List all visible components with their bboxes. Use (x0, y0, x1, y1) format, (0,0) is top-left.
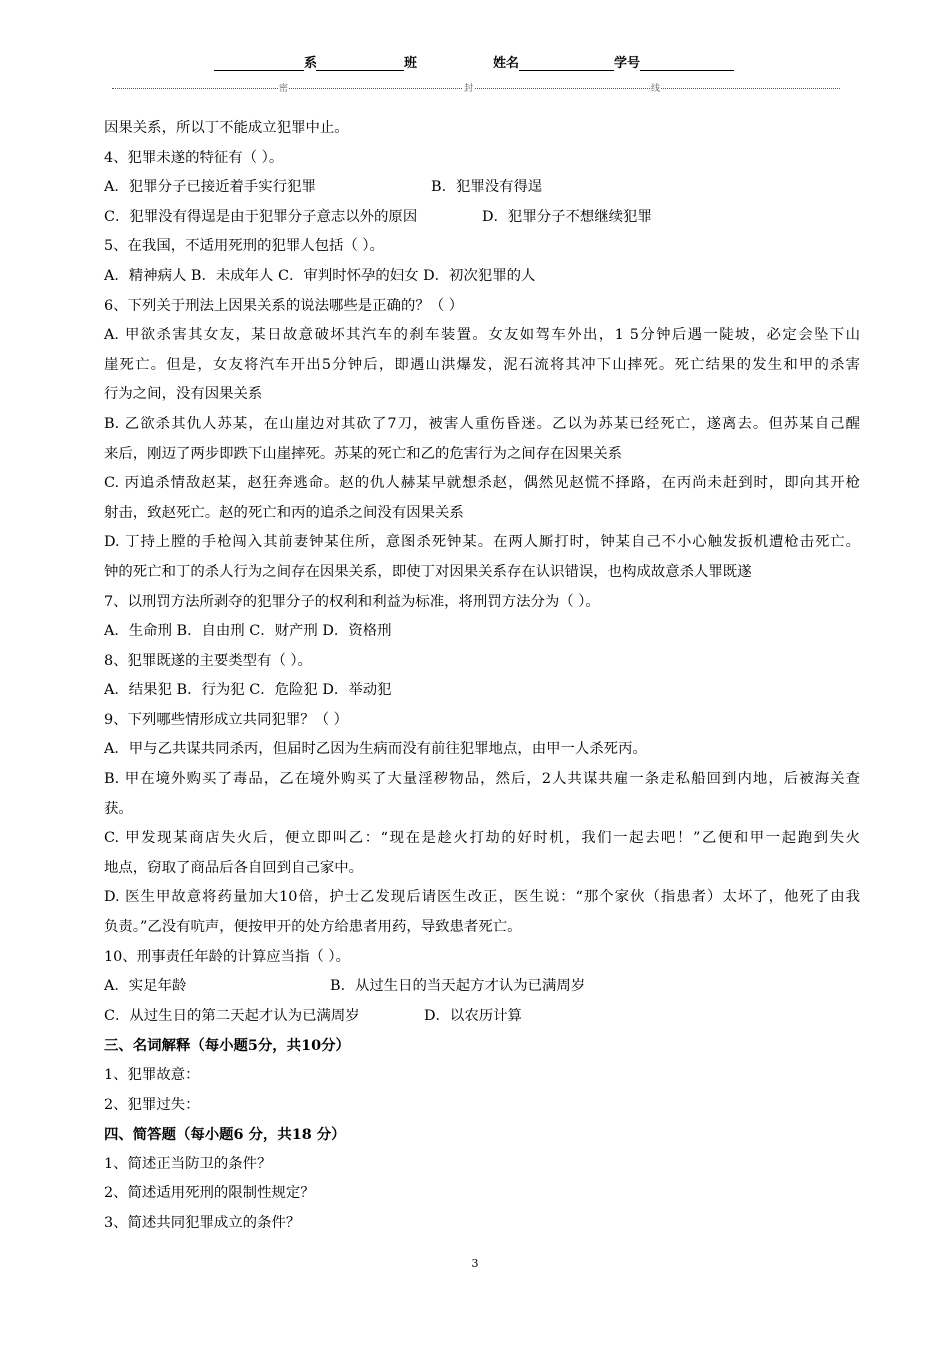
dept-blank (214, 56, 304, 71)
question-5: 5、在我国，不适用死刑的犯罪人包括（ ）。 (104, 238, 384, 255)
option-d-line: 钟的死亡和丁的杀人行为之间存在因果关系，即使丁对因果关系存在认识错误，也构成故意杀人罪既遂 (104, 563, 752, 580)
option-c-line: C. 甲发现某商店失火后，便立即叫乙：“现在是趁火打劫的好时机，我们一起去吧！”乙便和甲一起跑到失火 (104, 830, 860, 847)
id-blank-group (614, 52, 734, 71)
question-7-options: A．生命刑 B．自由刑 C．财产刑 D．资格刑 (104, 623, 392, 640)
question-8: 8、犯罪既遂的主要类型有（ ）。 (104, 652, 312, 669)
student-id-blank (640, 56, 734, 71)
question-10: 10、刑事责任年龄的计算应当指（ ）。 (104, 948, 350, 965)
option-c-line: 射击，致赵死亡。赵的死亡和丙的追杀之间没有因果关系 (104, 504, 464, 521)
short-answer-item: 2、简述适用死刑的限制性规定？ (104, 1185, 315, 1202)
class-blank (316, 56, 404, 71)
student-info-header (0, 52, 950, 74)
question-9: 9、下列哪些情形成立共同犯罪？（ ） (104, 711, 348, 728)
seal-char-3: 线 (650, 81, 661, 94)
question-7: 7、以刑罚方法所剥夺的犯罪分子的权利和利益为标准，将刑罚方法分为（ ）。 (104, 593, 600, 610)
short-answer-item: 1、简述正当防卫的条件？ (104, 1155, 272, 1172)
section-4-heading: 四、简答题（每小题6 分，共18 分） (104, 1126, 346, 1144)
option-a-line: 崖死亡。但是，女友将汽车开出5分钟后，即遇山洪爆发，泥石流将其冲下山摔死。死亡结果的发生和甲的杀害 (104, 356, 860, 373)
class-blank-group (316, 52, 417, 71)
option-b-line: 获。 (104, 800, 133, 817)
question-4: 4、犯罪未遂的特征有（ ）。 (104, 149, 284, 166)
question-8-options: A．结果犯 B．行为犯 C．危险犯 D．举动犯 (104, 682, 392, 699)
term-item: 2、犯罪过失： (104, 1096, 200, 1113)
seal-char-1: 密 (278, 81, 289, 94)
option: A．实足年龄 (104, 978, 187, 995)
text-line: 因果关系，所以丁不能成立犯罪中止。 (104, 120, 349, 136)
page-number: 3 (471, 1257, 479, 1270)
dept-label: 系 (304, 56, 318, 71)
option-b-line: 来后，刚迈了两步即跌下山崖摔死。苏某的死亡和乙的危害行为之间存在因果关系 (104, 445, 623, 462)
student-id-label: 学号 (614, 56, 641, 71)
question-10-options-row2 (104, 1002, 860, 1032)
dept-blank-group (214, 52, 317, 71)
section-3-heading: 三、名词解释（每小题5分，共10分） (104, 1037, 350, 1055)
seal-dotted-line (112, 88, 840, 89)
option-b-line: B. 乙欲杀其仇人苏某，在山崖边对其砍了7刀，被害人重伤昏迷。乙以为苏某已经死亡，遂离去。但苏某自己醒 (104, 415, 860, 432)
seal-line (112, 81, 840, 97)
option: A．犯罪分子已接近着手实行犯罪 (104, 179, 316, 196)
option-d-line: 负责。”乙没有吭声，便按甲开的处方给患者用药，导致患者死亡。 (104, 919, 522, 936)
question-4-options-row1 (104, 173, 860, 203)
option: B．犯罪没有得逞 (431, 179, 543, 196)
question-5-options: A．精神病人 B．未成年人 C．审判时怀孕的妇女 D．初次犯罪的人 (104, 267, 536, 284)
option: C．犯罪没有得逞是由于犯罪分子意志以外的原因 (104, 208, 418, 225)
option-a-line: A. 甲欲杀害其女友，某日故意破坏其汽车的刹车装置。女友如驾车外出，1 5分钟后遇一陡坡，必定会坠下山 (104, 327, 860, 344)
option: D．犯罪分子不想继续犯罪 (482, 208, 652, 225)
name-blank (519, 56, 614, 71)
option-d-line: D. 丁持上膛的手枪闯入其前妻钟某住所，意图杀死钟某。在两人厮打时，钟某自己不小心触发扳机遭枪击死亡。 (104, 534, 860, 551)
option: C．从过生日的第二天起才认为已满周岁 (104, 1007, 360, 1024)
class-label: 班 (404, 56, 418, 71)
option-d-line: D. 医生甲故意将药量加大10倍，护士乙发现后请医生改正，医生说：“那个家伙（指患者）太坏了，他死了由我 (104, 889, 860, 906)
seal-char-2: 封 (463, 81, 474, 94)
option-b-line: B. 甲在境外购买了毒品，乙在境外购买了大量淫秽物品，然后，2人共谋共雇一条走私船回到内地，后被海关查 (104, 771, 860, 788)
question-4-options-row2 (104, 203, 860, 233)
option-c-line: 地点，窃取了商品后各自回到自己家中。 (104, 859, 364, 876)
option-c-line: C. 丙追杀情敌赵某，赵狂奔逃命。赵的仇人赫某早就想杀赵，偶然见赵慌不择路，在丙尚未赶到时，即向其开枪 (104, 475, 860, 492)
option-a-line: 行为之间，没有因果关系 (104, 386, 263, 403)
option-a-line: A．甲与乙共谋共同杀丙，但届时乙因为生病而没有前往犯罪地点，由甲一人杀死丙。 (104, 741, 647, 758)
short-answer-item: 3、简述共同犯罪成立的条件？ (104, 1214, 301, 1231)
question-6: 6、下列关于刑法上因果关系的说法哪些是正确的？（ ） (104, 297, 464, 314)
name-label: 姓名 (493, 56, 520, 71)
option: B．从过生日的当天起方才认为已满周岁 (330, 978, 586, 995)
name-blank-group (493, 52, 614, 71)
option: D．以农历计算 (424, 1007, 522, 1024)
term-item: 1、犯罪故意： (104, 1067, 200, 1083)
question-10-options-row1 (104, 972, 860, 1002)
exam-content (104, 114, 860, 1239)
